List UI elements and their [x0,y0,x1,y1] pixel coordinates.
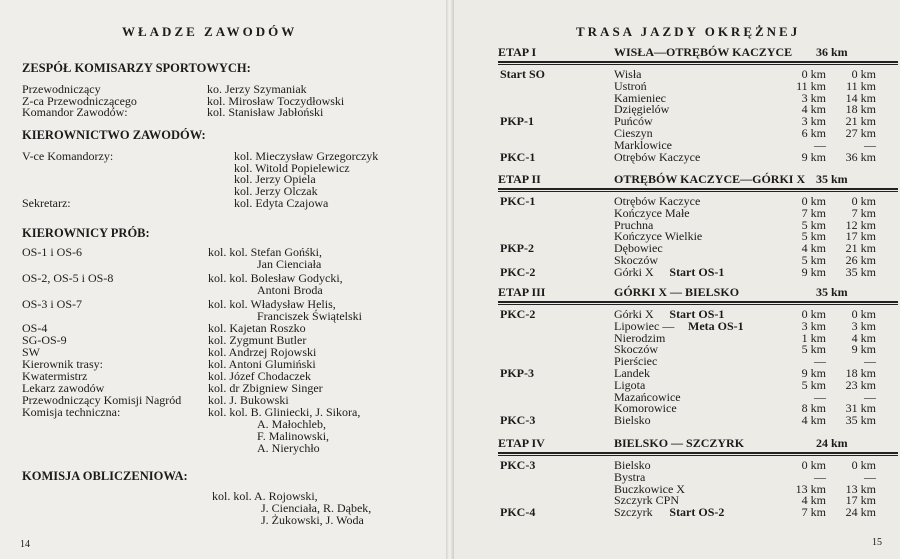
place-name: Bielsko [614,413,651,428]
person-name: F. Malinowski, [257,429,330,443]
place-name: Szczyrk CPN [614,493,679,508]
etap-distance: 35 km [816,285,848,299]
etap-header [498,285,898,299]
section-heading: KOMISJA OBLICZENIOWA: [22,469,188,483]
segment-distance: 4 km [801,102,826,117]
place-name: Górki X [614,307,654,321]
place-name: Puńców [614,114,653,129]
special-stage-note: Start OS-1 [669,307,725,321]
person-name: kol. kol. A. Rojowski, [212,489,318,503]
segment-distance: 4 km [801,241,826,256]
section-heading: ZESPÓŁ KOMISARZY SPORTOWYCH: [22,61,251,75]
cumulative-distance: — [864,389,876,404]
cumulative-distance: 0 km [851,307,876,321]
right-page [454,0,900,559]
cumulative-distance: 27 km [845,126,876,140]
cumulative-distance: 35 km [845,413,876,428]
page-number: 15 [872,537,882,548]
person-name: A. Małochleb, [257,417,326,431]
person-name: kol. dr Zbigniew Singer [208,381,323,395]
etap-rule [498,455,898,456]
cumulative-distance: 35 km [845,264,876,279]
role-label: Kwatermistrz [22,369,88,383]
section-heading: KIEROWNICTWO ZAWODÓW: [22,128,206,142]
place-name: Skoczów [614,253,658,267]
person-name: kol. Witold Popielewicz [234,160,350,175]
person-name: kol. Andrzej Rojowski [208,345,317,359]
segment-distance: — [814,389,826,404]
segment-distance: 4 km [801,493,826,508]
etap-rule [498,188,898,190]
etap-distance: 36 km [816,45,848,59]
place-name: Ustroń [614,78,647,93]
cumulative-distance: 23 km [845,377,876,392]
segment-distance: — [814,137,826,152]
place-name: Kończyce Wielkie [614,229,703,244]
person-name: kol. Jerzy Opiela [234,172,316,187]
person-name: A. Nierychło [257,441,320,455]
etap-distance: 35 km [816,172,848,186]
cumulative-distance: 12 km [845,217,876,232]
place-name: Wisła [614,67,642,81]
special-stage-note: Start OS-2 [669,505,725,520]
cumulative-distance: 36 km [845,149,876,164]
person-name: Franciszek Świątelski [257,309,362,323]
etap-header [498,45,898,59]
cumulative-distance: 0 km [851,458,876,472]
cumulative-distance: 3 km [851,318,876,333]
segment-distance: — [814,354,826,369]
person-name: kol. kol. Bolesław Godycki, [208,271,343,285]
cumulative-distance: 26 km [845,253,876,267]
cumulative-distance: — [864,469,876,484]
checkpoint-code: PKC-2 [500,307,536,321]
role-label: OS-4 [22,321,48,335]
role-label: V-ce Komandorzy: [22,149,114,163]
section-heading: KIEROWNICY PRÓB: [22,226,150,240]
place-name: Bystra [614,469,646,484]
etap-route: OTRĘBÓW KACZYCE—GÓRKI X [614,172,806,186]
place-name: Ligota [614,377,646,392]
checkpoint-code: PKC-4 [500,505,536,520]
place-name: Lipowiec — [614,318,675,333]
person-name: kol. Kajetan Roszko [208,321,306,335]
role-label: Komisja techniczna: [22,405,121,419]
page-title: TRASA JAZDY OKRĘŻNEJ [576,24,801,39]
role-label: Kierownik trasy: [22,357,103,371]
etap-rule [498,61,898,63]
place-name: Skoczów [614,342,658,357]
checkpoint-code: Start SO [500,67,545,81]
cumulative-distance: 11 km [846,78,876,93]
segment-distance: 5 km [801,342,826,357]
segment-distance: 5 km [801,229,826,244]
person-name: kol. Jerzy Olczak [234,184,318,199]
place-name: Mazańcowice [614,389,681,404]
role-label: SW [22,345,40,359]
person-name: ko. Jerzy Szymaniak [207,82,307,96]
segment-distance: 5 km [801,377,826,392]
person-name: kol. Mirosław Toczydłowski [207,93,345,108]
place-name: Dzięgielów [614,102,670,117]
cumulative-distance: 0 km [851,194,876,208]
person-name: kol. Edyta Czajowa [234,195,329,210]
segment-distance: 0 km [801,194,826,208]
place-name: Pierściec [614,354,658,369]
cumulative-distance: 7 km [851,205,876,220]
segment-distance: 9 km [801,366,826,380]
cumulative-distance: 9 km [851,342,876,357]
book-gutter [446,0,454,559]
etap-rule [498,304,898,305]
place-name: Buczkowice X [614,481,685,496]
etap-label: ETAP IV [498,436,545,450]
etap-route: BIELSKO — SZCZYRK [614,436,745,450]
checkpoint-code: PKP-1 [500,114,534,129]
segment-distance: 7 km [801,205,826,220]
etap-rule [498,191,898,192]
place-name: Otrębów Kaczyce [614,194,701,208]
segment-distance: 3 km [801,90,826,105]
etap-rule [498,301,898,303]
cumulative-distance: 17 km [845,229,876,244]
segment-distance: 9 km [801,149,826,164]
place-name: Landek [614,366,650,380]
segment-distance: 3 km [801,318,826,333]
place-name: Nierodzim [614,330,666,345]
segment-distance: 7 km [801,505,826,520]
segment-distance: 6 km [801,126,826,140]
role-label: Z-ca Przewodniczącego [22,93,137,108]
place-name: Otrębów Kaczyce [614,149,701,164]
etap-distance: 24 km [816,436,848,450]
role-label: Przewodniczący [22,82,101,96]
etap-label: ETAP I [498,45,537,59]
page-title: WŁADZE ZAWODÓW [122,24,298,39]
cumulative-distance: 13 km [845,481,876,496]
etap-label: ETAP III [498,285,546,299]
special-stage-note: Meta OS-1 [688,318,744,333]
segment-distance: 0 km [801,458,826,472]
checkpoint-code: PKC-1 [500,149,536,164]
role-label: OS-3 i OS-7 [22,297,83,311]
segment-distance: 0 km [801,67,826,81]
segment-distance: 9 km [801,264,826,279]
checkpoint-code: PKC-3 [500,413,536,428]
place-name: Komorowice [614,401,677,416]
segment-distance: 0 km [801,307,826,321]
place-name: Dębowiec [614,241,663,256]
person-name: kol. Stanisław Jabłoński [207,105,324,120]
segment-distance: 3 km [801,114,826,129]
role-label: Lekarz zawodów [22,381,105,395]
etap-route: WISŁA—OTRĘBÓW KACZYCE [614,45,793,59]
cumulative-distance: 21 km [845,114,876,129]
person-name: kol. Józef Chodaczek [208,369,311,383]
place-name: Kończyce Małe [614,205,690,220]
segment-distance: 11 km [796,78,826,93]
etap-rule [498,64,898,65]
role-label: Sekretarz: [22,195,71,210]
checkpoint-code: PKC-2 [500,264,536,279]
person-name: kol. J. Bukowski [208,393,289,407]
cumulative-distance: — [864,354,876,369]
person-name: Antoni Broda [257,283,323,297]
place-name: Pruchna [614,217,654,232]
etap-header [498,172,898,186]
cumulative-distance: 0 km [851,67,876,81]
person-name: kol. Mieczysław Grzegorczyk [234,149,379,163]
role-label: OS-2, OS-5 i OS-8 [22,271,114,285]
cumulative-distance: 14 km [845,90,876,105]
special-stage-note: Start OS-1 [669,264,725,279]
page-number: 14 [20,539,30,550]
role-label: SG-OS-9 [22,333,67,347]
checkpoint-code: PKC-3 [500,458,536,472]
segment-distance: 4 km [801,413,826,428]
checkpoint-code: PKC-1 [500,194,536,208]
place-name: Kamieniec [614,90,666,105]
person-name: kol. kol. B. Gliniecki, J. Sikora, [208,405,361,419]
person-name: kol. Antoni Glumiński [208,357,316,371]
etap-rule [498,452,898,454]
cumulative-distance: 17 km [845,493,876,508]
cumulative-distance: 31 km [845,401,876,416]
cumulative-distance: — [864,137,876,152]
segment-distance: 5 km [801,253,826,267]
left-page [0,0,446,559]
person-name: kol. kol. Władysław Helis, [208,297,336,311]
cumulative-distance: 18 km [845,366,876,380]
segment-distance: 8 km [801,401,826,416]
person-name: kol. Zygmunt Butler [208,333,307,347]
segment-distance: 13 km [795,481,826,496]
cumulative-distance: 24 km [845,505,876,520]
place-name: Górki X [614,264,654,279]
place-name: Szczyrk [614,505,653,520]
cumulative-distance: 21 km [845,241,876,256]
segment-distance: 5 km [801,217,826,232]
role-label: Komandor Zawodów: [22,105,128,120]
person-name: J. Żukowski, J. Woda [261,513,364,527]
place-name: Cieszyn [614,126,653,140]
checkpoint-code: PKP-3 [500,366,534,380]
checkpoint-code: PKP-2 [500,241,534,256]
segment-distance: 1 km [801,330,826,345]
person-name: J. Cienciała, R. Dąbek, [261,501,372,515]
role-label: OS-1 i OS-6 [22,245,83,259]
etap-header [498,436,898,450]
place-name: Bielsko [614,458,651,472]
role-label: Przewodniczący Komisji Nagród [22,393,182,407]
etap-route: GÓRKI X — BIELSKO [614,285,740,299]
etap-label: ETAP II [498,172,541,186]
person-name: kol. kol. Stefan Gońśki, [208,245,322,259]
cumulative-distance: 4 km [851,330,876,345]
segment-distance: — [814,469,826,484]
cumulative-distance: 18 km [845,102,876,117]
place-name: Marklowice [614,137,672,152]
person-name: Jan Cienciała [257,257,322,271]
